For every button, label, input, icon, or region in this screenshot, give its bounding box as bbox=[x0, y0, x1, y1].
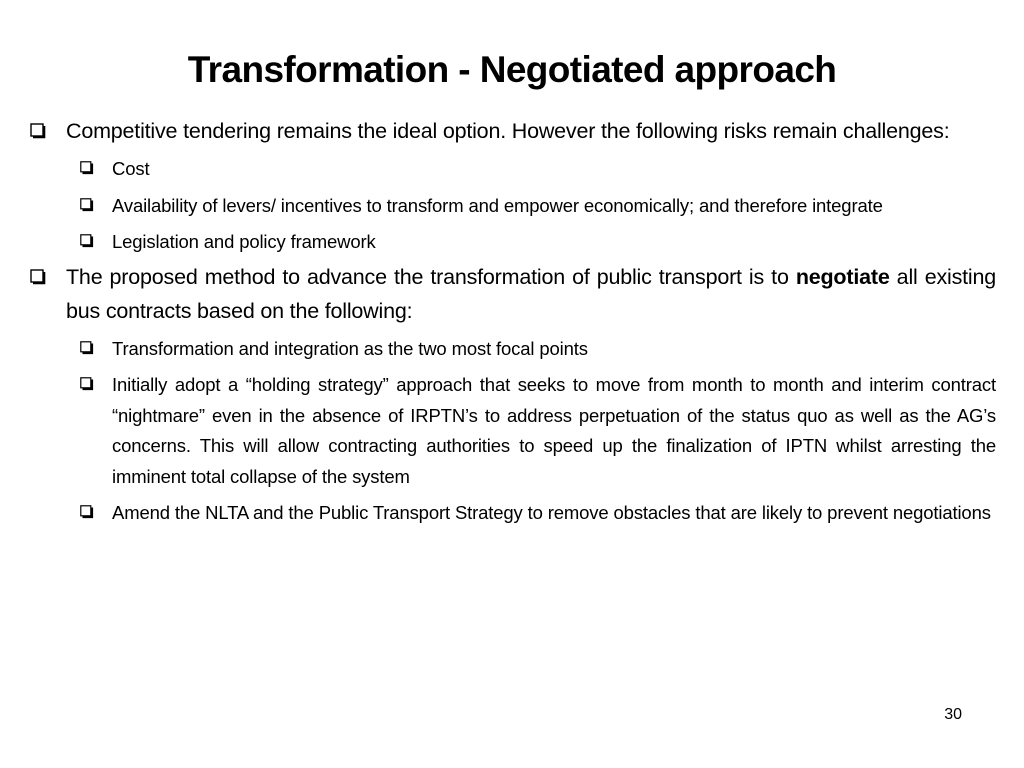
checkbox-bullet-icon bbox=[30, 123, 47, 140]
sub-bullet-item bbox=[80, 191, 996, 222]
bullet-text: Competitive tendering remains the ideal option. However the following risks remain challenges: bbox=[66, 119, 950, 143]
sub-bullet-item bbox=[80, 227, 996, 258]
page-number: 30 bbox=[944, 706, 962, 723]
checkbox-bullet-icon bbox=[80, 161, 94, 175]
sub-bullet-text: Amend the NLTA and the Public Transport Strategy to remove obstacles that are likely to prevent negotiations bbox=[112, 502, 991, 523]
sub-bullet-text: Transformation and integration as the two most focal points bbox=[112, 337, 588, 359]
checkbox-bullet-icon bbox=[80, 234, 94, 248]
checkbox-bullet-icon bbox=[80, 341, 94, 355]
checkbox-bullet-icon bbox=[80, 198, 94, 212]
bullet-item bbox=[28, 114, 996, 148]
bullet-emphasis: negotiate bbox=[795, 264, 890, 289]
slide-title: Transformation - Negotiated approach bbox=[187, 49, 837, 90]
bullet-item bbox=[28, 260, 996, 328]
sub-bullet-text: Initially adopt a “holding strategy” approach that seeks to move from month to month and interim contract “nightmare” even in the absence of IRPTN’s to address perpetuation of the status quo as well as the AG’s concerns. This will allow contracting authorities to speed up the finalization of IPTN whilst arresting the imminent total collapse of the system bbox=[112, 374, 996, 487]
sub-bullet-item bbox=[80, 370, 996, 492]
sub-bullet-text: Legislation and policy framework bbox=[112, 231, 376, 252]
bullet-text: The proposed method to advance the transformation of public transport is to bbox=[66, 264, 796, 289]
checkbox-bullet-icon bbox=[30, 269, 47, 286]
sub-bullet-item bbox=[80, 498, 996, 529]
sub-bullet-text: Availability of levers/ incentives to transform and empower economically; and therefore integrate bbox=[112, 194, 883, 216]
checkbox-bullet-icon bbox=[80, 377, 94, 391]
sub-bullet-item bbox=[80, 334, 996, 365]
sub-bullet-item bbox=[80, 154, 996, 185]
bullet-text: all existing bus contracts based on the following: bbox=[66, 264, 996, 323]
sub-bullet-text: Cost bbox=[112, 158, 150, 179]
slide-content bbox=[28, 114, 996, 529]
checkbox-bullet-icon bbox=[80, 505, 94, 519]
